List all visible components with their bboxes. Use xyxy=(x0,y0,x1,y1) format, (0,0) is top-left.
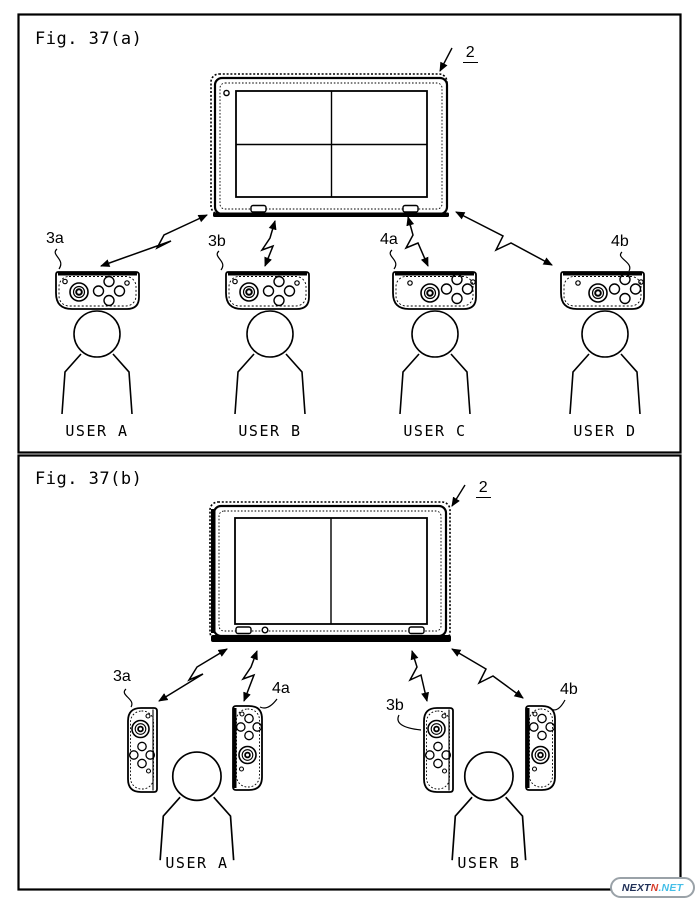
fig-a-ref-3a: 3a xyxy=(46,230,64,247)
watermark-badge xyxy=(610,877,695,898)
fig-b-ref-4a: 4a xyxy=(272,680,290,697)
fig-b-user-b-label: USER B xyxy=(457,854,521,872)
fig-a-user-c-label: USER C xyxy=(403,422,467,440)
fig-a-ref-4a: 4a xyxy=(380,231,398,248)
fig-a-display-device xyxy=(211,74,449,217)
fig-b-ref-4b: 4b xyxy=(560,681,578,698)
fig-a-user-b-label: USER B xyxy=(238,422,302,440)
fig-b-ref-3a: 3a xyxy=(113,668,131,685)
watermark-text-part2: N xyxy=(650,881,659,894)
watermark-text-part1: NEXT xyxy=(621,881,651,894)
fig-a-user-a-label: USER A xyxy=(65,422,129,440)
fig-b-camera-dot xyxy=(262,627,268,633)
fig-b-user-a-label: USER A xyxy=(165,854,229,872)
fig-a-controller-4b xyxy=(561,272,644,310)
fig-b-controller-3a xyxy=(128,708,157,792)
fig-b-title: Fig. 37(b) xyxy=(35,469,143,489)
fig-b-controller-4a xyxy=(233,706,263,790)
fig-b-ref-3b: 3b xyxy=(386,697,404,714)
fig-a-camera-dot xyxy=(224,90,229,95)
fig-a-ref2-label: 2 xyxy=(445,26,478,80)
fig-a-controller-3b xyxy=(226,272,309,310)
fig-a-controller-4a xyxy=(393,272,476,310)
watermark-text-part3: .NET xyxy=(658,881,684,894)
fig-a-controller-3a xyxy=(56,272,139,310)
fig-a-user-d-label: USER D xyxy=(573,422,637,440)
fig-a-title: Fig. 37(a) xyxy=(35,29,143,49)
fig-b-display-device xyxy=(210,502,451,642)
fig-b-controller-3b xyxy=(424,708,453,792)
fig-b-ref2-label: 2 xyxy=(458,461,491,515)
fig-a-ref-4b: 4b xyxy=(611,233,629,250)
fig-a-ref-3b: 3b xyxy=(208,233,226,250)
fig-b-controller-4b xyxy=(526,706,556,790)
